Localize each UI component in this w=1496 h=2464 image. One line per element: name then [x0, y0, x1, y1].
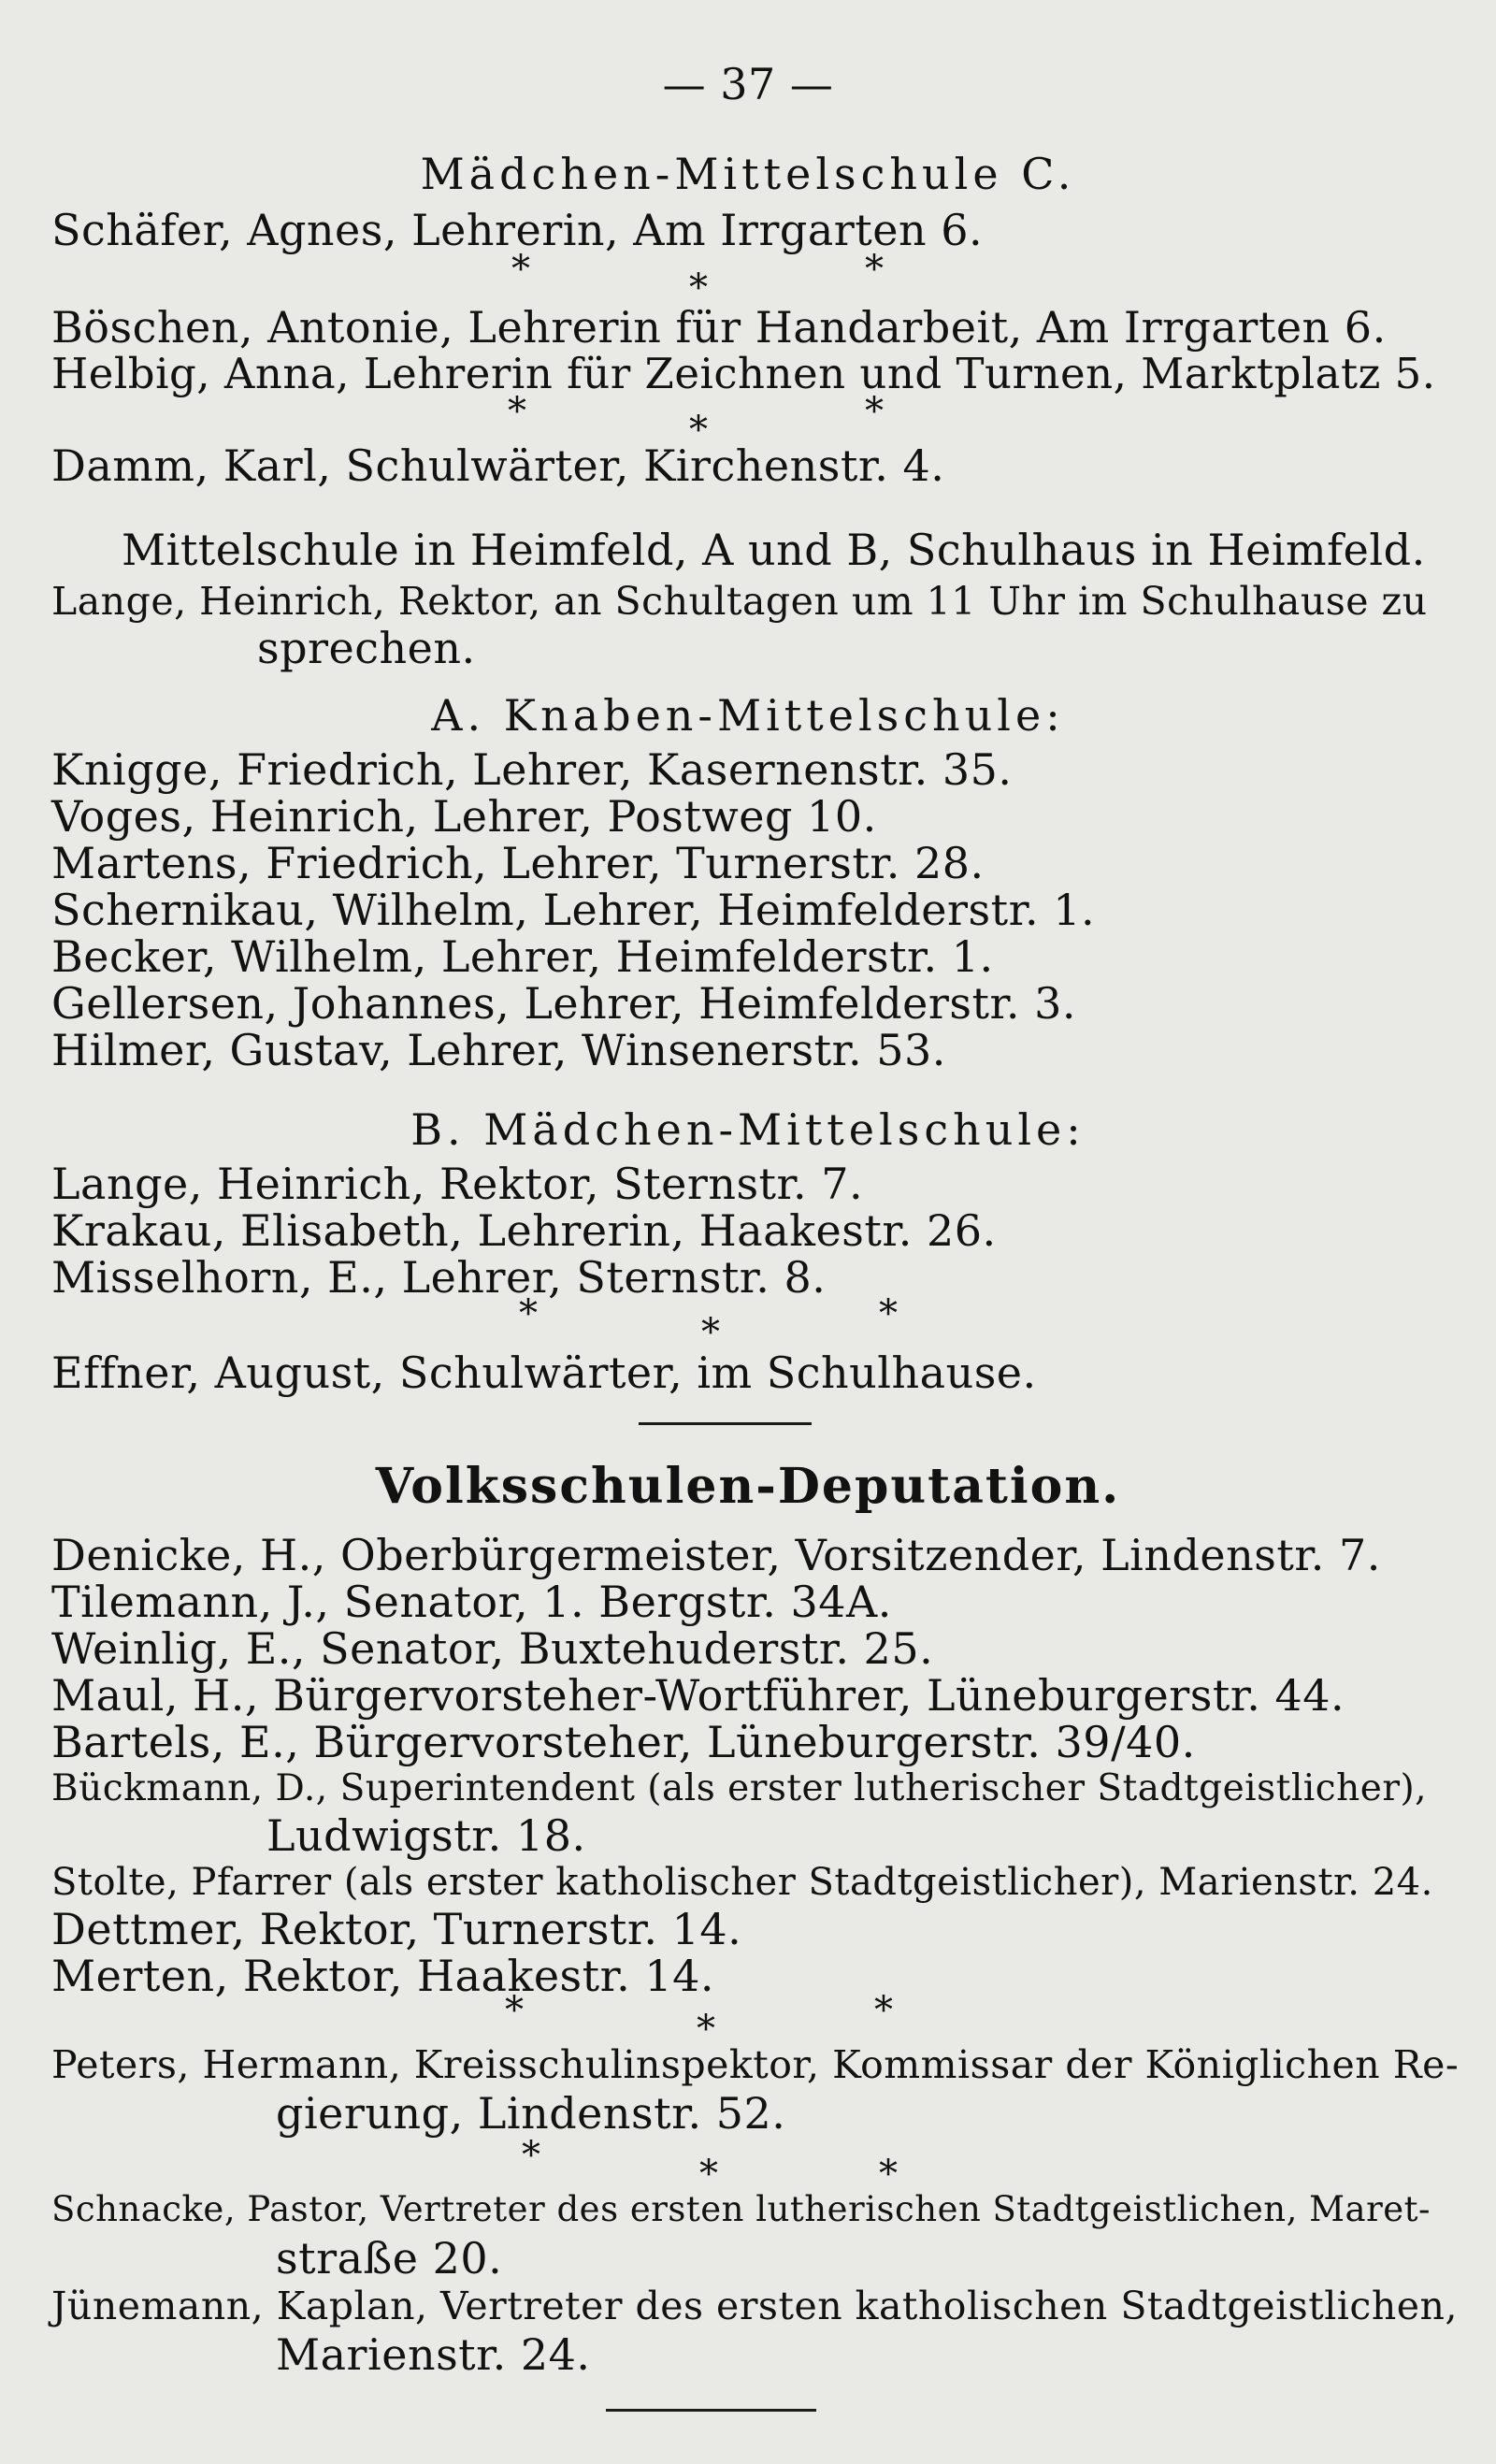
entry-line: Schnacke, Pastor, Vertreter des ersten lutherischen Stadtgeistlichen, Maret-: [51, 2189, 1431, 2229]
entry-line: gierung, Lindenstr. 52.: [276, 2088, 786, 2139]
entry-line: Tilemann, J., Senator, 1. Bergstr. 34A.: [51, 1577, 892, 1627]
asterisk: *: [519, 1292, 538, 1335]
asterisk: *: [697, 2008, 715, 2051]
entry-line: Gellersen, Johannes, Lehrer, Heimfelderstr. 3.: [51, 978, 1077, 1029]
entry-line: Krakau, Elisabeth, Lehrerin, Haakestr. 26.: [51, 1205, 997, 1256]
page-number: — 37 —: [662, 59, 834, 109]
asterisk: *: [508, 390, 526, 433]
entry-line: Schäfer, Agnes, Lehrerin, Am Irrgarten 6.: [51, 205, 984, 255]
heimfeld-title: Mittelschule in Heimfeld, A und B, Schulhaus in Heimfeld.: [122, 525, 1426, 575]
entry-line: Bartels, E., Bürgervorsteher, Lüneburgerstr. 39/40.: [51, 1717, 1196, 1767]
entry-line: Merten, Rektor, Haakestr. 14.: [51, 1951, 714, 2001]
entry-line: Damm, Karl, Schulwärter, Kirchenstr. 4.: [51, 440, 945, 491]
entry-line: straße 20.: [276, 2233, 503, 2284]
entry-line: Effner, August, Schulwärter, im Schulhause.: [51, 1347, 1037, 1398]
entry-line: Becker, Wilhelm, Lehrer, Heimfelderstr. 1.: [51, 931, 994, 982]
entry-line: Marienstr. 24.: [276, 2329, 591, 2380]
entry-line: Lange, Heinrich, Rektor, an Schultagen um 11 Uhr im Schulhause zu: [51, 579, 1428, 624]
entry-line: Knigge, Friedrich, Lehrer, Kasernenstr. 35.: [51, 744, 1013, 795]
entry-line: Misselhorn, E., Lehrer, Sternstr. 8.: [51, 1252, 827, 1303]
entry-line: Voges, Heinrich, Lehrer, Postweg 10.: [51, 791, 877, 842]
entry-line: Weinlig, E., Senator, Buxtehuderstr. 25.: [51, 1623, 934, 1674]
asterisk: *: [505, 1989, 524, 2032]
horizontal-rule: [639, 1422, 812, 1425]
entry-line: Peters, Hermann, Kreisschulinspektor, Kommissar der Königlichen Re-: [51, 2042, 1460, 2087]
asterisk: *: [522, 2134, 540, 2177]
subsection-b-title: B. Mädchen-Mittelschule:: [410, 1104, 1086, 1155]
asterisk: *: [879, 1292, 898, 1335]
subsection-a-title: A. Knaben-Mittelschule:: [431, 690, 1065, 741]
entry-line: Böschen, Antonie, Lehrerin für Handarbeit, Am Irrgarten 6.: [51, 302, 1387, 353]
entry-line: Hilmer, Gustav, Lehrer, Winsenerstr. 53.: [51, 1025, 946, 1075]
entry-line: Helbig, Anna, Lehrerin für Zeichnen und Turnen, Marktplatz 5.: [51, 349, 1436, 398]
entry-line: Stolte, Pfarrer (als erster katholischer Stadtgeistlicher), Marienstr. 24.: [51, 1861, 1433, 1904]
asterisk: *: [511, 248, 530, 291]
asterisk: *: [865, 390, 884, 433]
entry-line: Bückmann, D., Superintendent (als erster lutherischer Stadtgeistlicher),: [51, 1767, 1428, 1809]
entry-line: Ludwigstr. 18.: [266, 1810, 586, 1861]
asterisk: *: [879, 2153, 898, 2196]
asterisk: *: [699, 2153, 718, 2196]
entry-line: Martens, Friedrich, Lehrer, Turnerstr. 28.: [51, 838, 985, 888]
asterisk: *: [874, 1989, 893, 2032]
asterisk: *: [865, 248, 884, 291]
entry-line: Lange, Heinrich, Rektor, Sternstr. 7.: [51, 1159, 864, 1209]
entry-line: Denicke, H., Oberbürgermeister, Vorsitzender, Lindenstr. 7.: [51, 1530, 1381, 1580]
entry-line: Schernikau, Wilhelm, Lehrer, Heimfelderstr. 1.: [51, 885, 1096, 935]
entry-line: Maul, H., Bürgervorsteher-Wortführer, Lüneburgerstr. 44.: [51, 1670, 1345, 1721]
asterisk: *: [689, 267, 708, 310]
section-c-title: Mädchen-Mittelschule C.: [420, 149, 1076, 199]
horizontal-rule: [606, 2409, 816, 2412]
asterisk: *: [689, 409, 708, 452]
entry-line: sprechen.: [257, 623, 476, 673]
entry-line: Jünemann, Kaplan, Vertreter des ersten katholischen Stadtgeistlichen,: [51, 2284, 1458, 2328]
deputation-title: Volksschulen-Deputation.: [375, 1458, 1121, 1515]
asterisk: *: [701, 1311, 720, 1354]
entry-line: Dettmer, Rektor, Turnerstr. 14.: [51, 1904, 742, 1954]
